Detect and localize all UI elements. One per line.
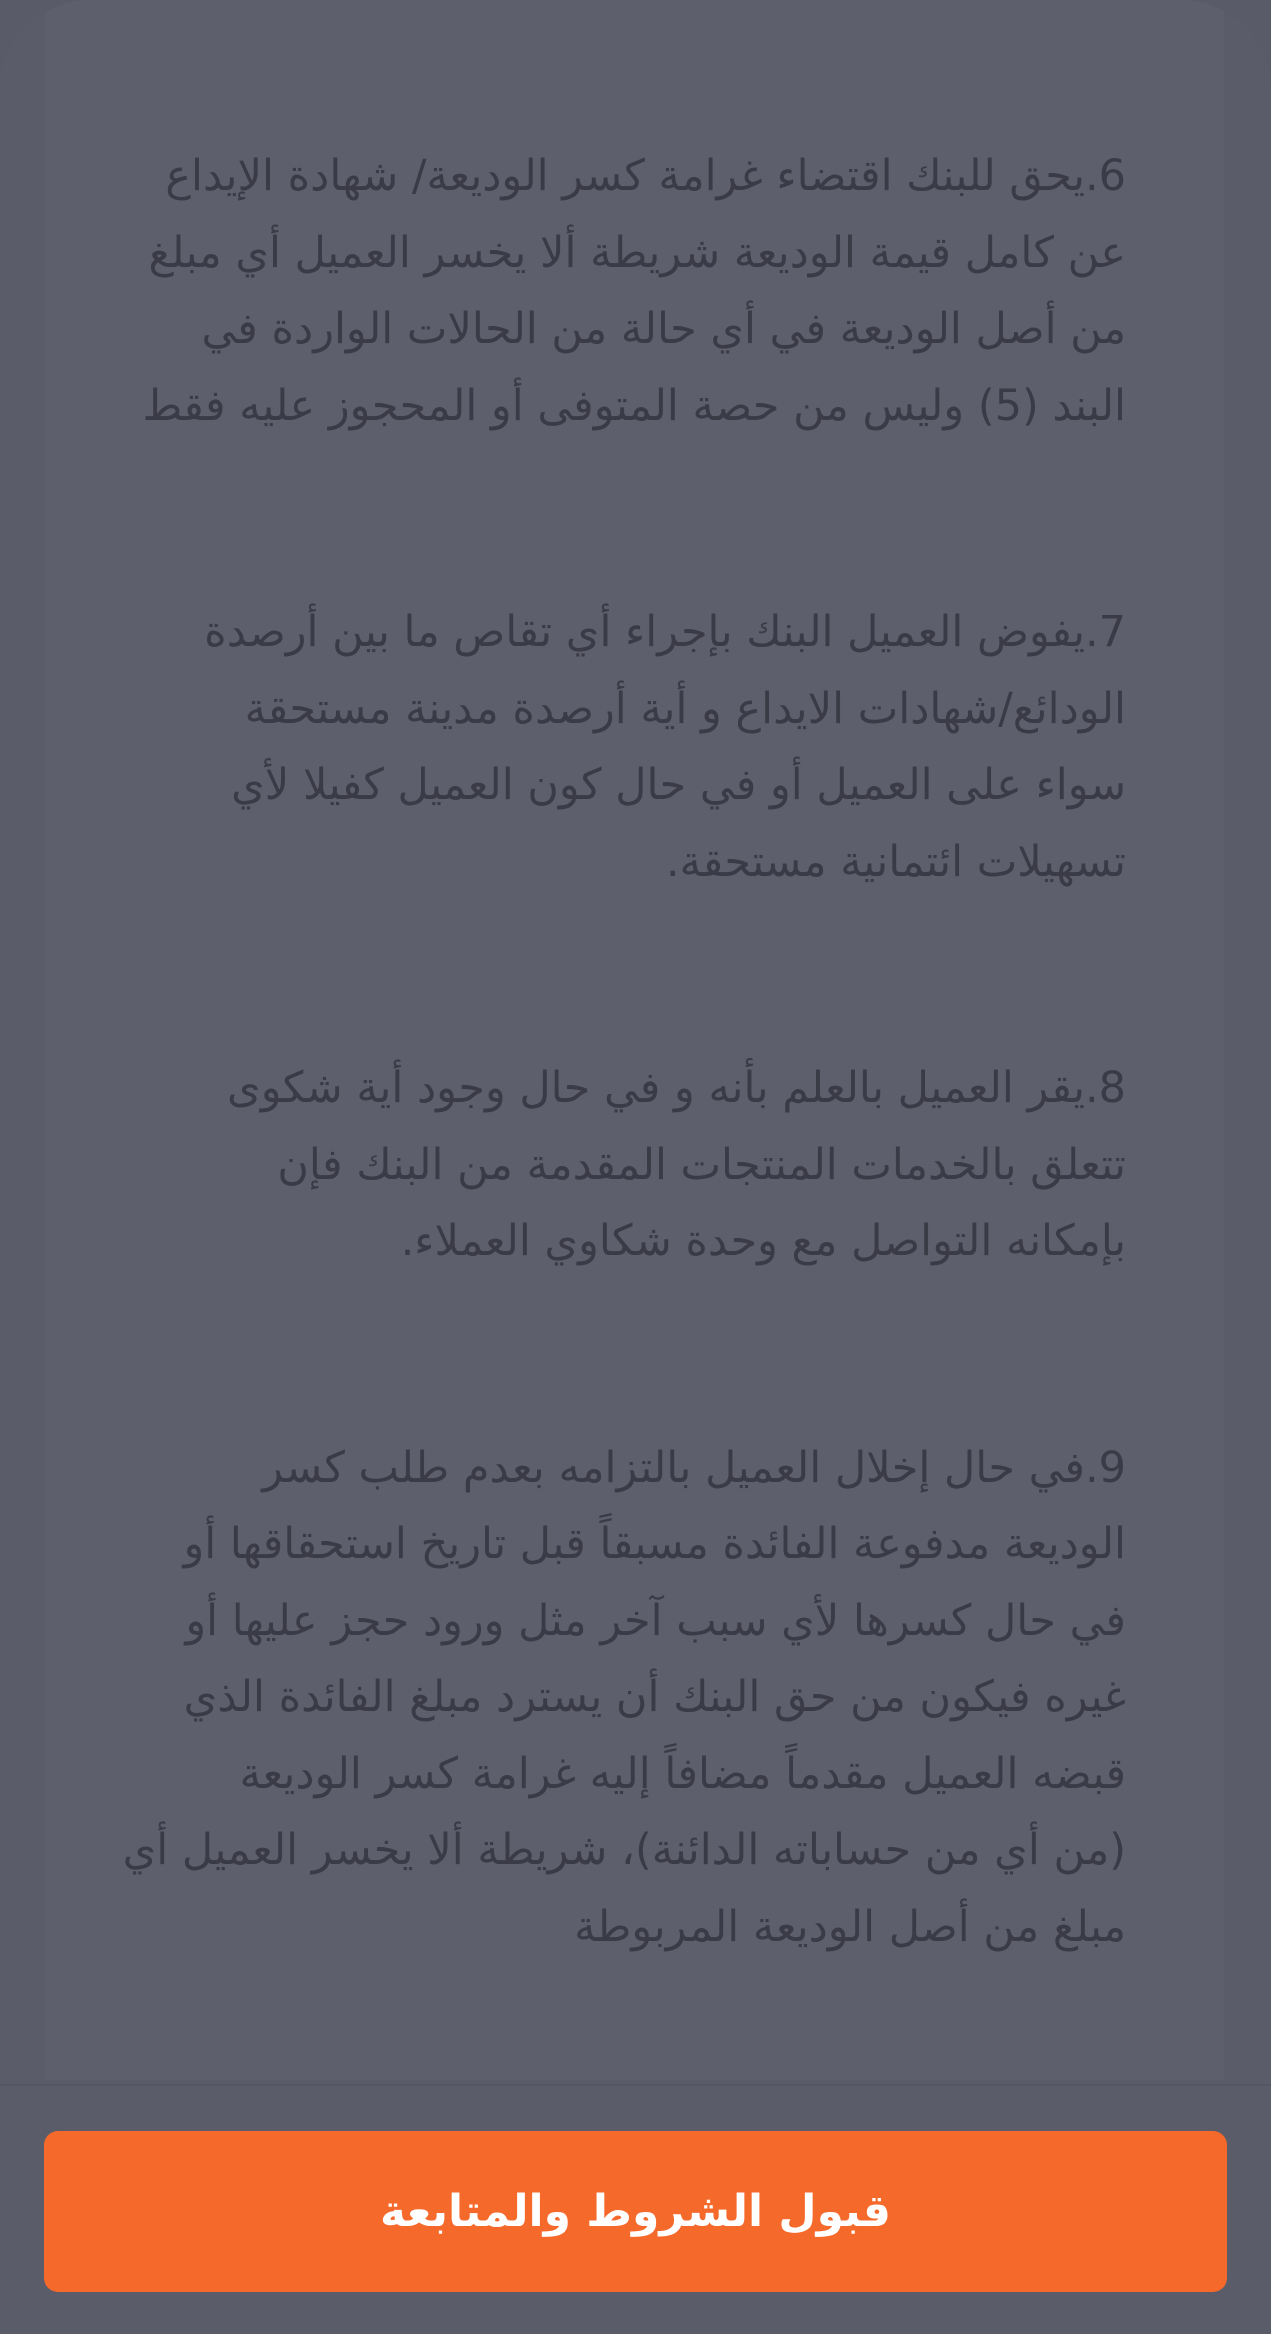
- term-item-9: 9.في حال إخلال العميل بالتزامه بعدم طلب كسر الوديعة مدفوعة الفائدة مسبقاً قبل تاريخ استحقاقها أو في حال كسرها لأي سبب آخر مثل ورود حجز عليها أو غيره فيكون من حق البنك أن يسترد مبلغ الفائدة الذي قبضه العميل مقدماً مضافاً إليه غرامة كسر الوديعة (من أي من حساباته الدائنة)، شريطة ألا يخسر العميل أي مبلغ من أصل الوديعة المربوطة: [122, 1442, 1126, 1952]
- term-item-6: 6.يحق للبنك اقتضاء غرامة كسر الوديعة/ شهادة الإيداع عن كامل قيمة الوديعة شريطة ألا يخسر العميل أي مبلغ من أصل الوديعة في أي حالة من الحالات الواردة في البند (5) وليس من حصة المتوفى أو المحجوز عليه فقط: [142, 151, 1126, 431]
- terms-list: [41, 138, 1126, 1965]
- term-item-8: 8.يقر العميل بالعلم بأنه و في حال وجود أية شكوى تتعلق بالخدمات المنتجات المقدمة من البنك فإن بإمكانه التواصل مع وحدة شكاوي العملاء.: [227, 1063, 1126, 1266]
- terms-scroll-area[interactable]: [46, 0, 1224, 2080]
- term-item-7: 7.يفوض العميل البنك بإجراء أي تقاص ما بين أرصدة الودائع/شهادات الايداع و أية أرصدة مدينة مستحقة سواء على العميل أو في حال كون العميل كفيلا لأي تسهيلات ائتمانية مستحقة.: [204, 607, 1126, 887]
- sheet-footer: [0, 2084, 1271, 2334]
- accept-terms-button[interactable]: قبول الشروط والمتابعة: [44, 2131, 1227, 2292]
